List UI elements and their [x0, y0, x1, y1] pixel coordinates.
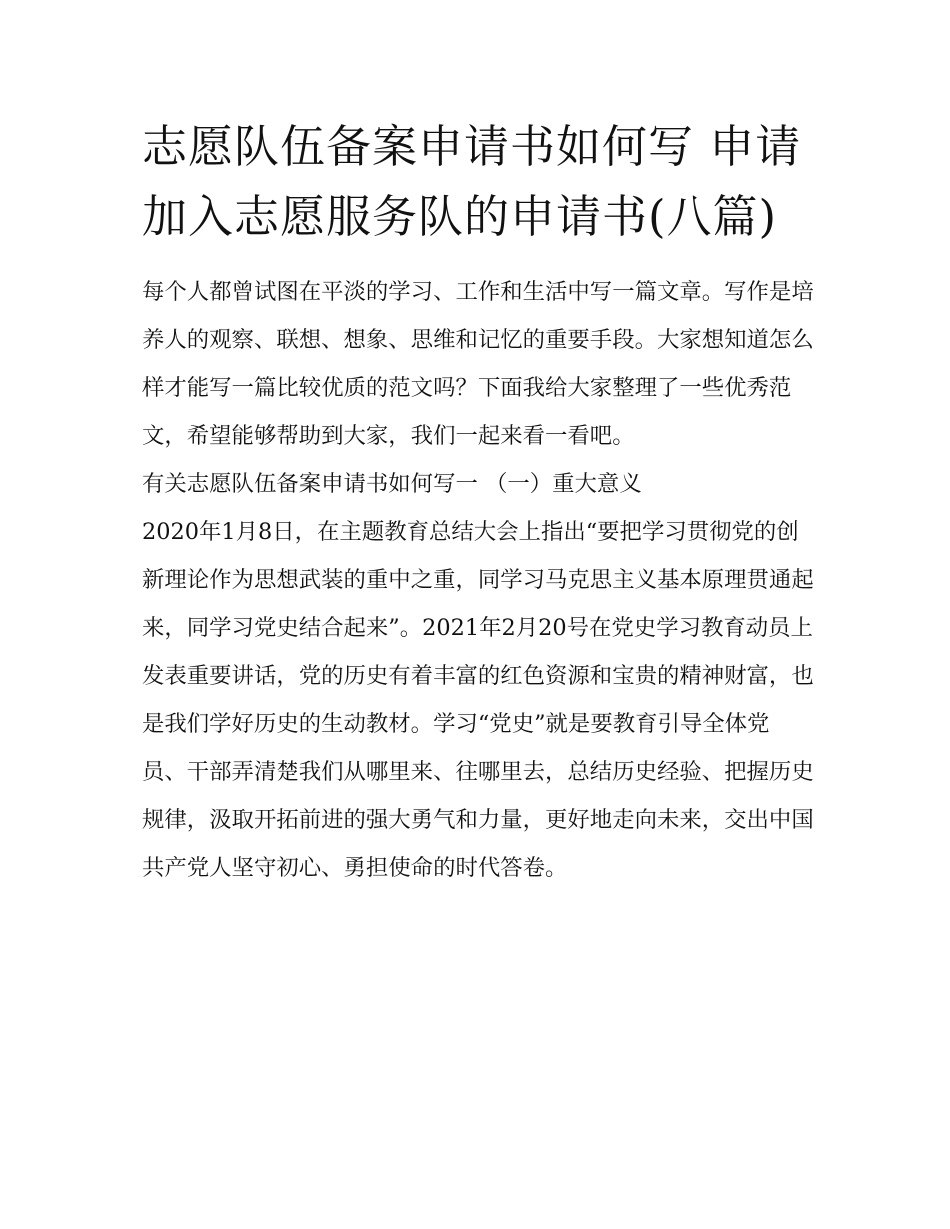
section-heading: 有关志愿队伍备案申请书如何写一 （一）重大意义: [142, 471, 642, 497]
intro-paragraph: 每个人都曾试图在平淡的学习、工作和生活中写一篇文章。写作是培养人的观察、联想、想象、思维和记忆的重要手段。大家想知道怎么样才能写一篇比较优质的范文吗？下面我给大家整理了一些优秀范文，希望能够帮助到大家，我们一起来看一看吧。: [142, 279, 814, 449]
body-paragraph: 2020年1月8日，在主题教育总结大会上指出“要把学习贯彻党的创新理论作为思想武装的重中之重，同学习马克思主义基本原理贯通起来，同学习党史结合起来”。2021年2月20号在党史学习教育动员上发表重要讲话，党的历史有着丰富的红色资源和宝贵的精神财富，也是我们学好历史的生动教材。学习“党史”就是要教育引导全体党员、干部弄清楚我们从哪里来、往哪里去，总结历史经验、把握历史规律，汲取开拓前进的强大勇气和力量，更好地走向未来，交出中国共产党人坚守初心、勇担使命的时代答卷。: [142, 519, 814, 881]
document-page: [142, 112, 814, 892]
document-title: 志愿队伍备案申请书如何写 申请加入志愿服务队的申请书(八篇): [142, 120, 802, 243]
